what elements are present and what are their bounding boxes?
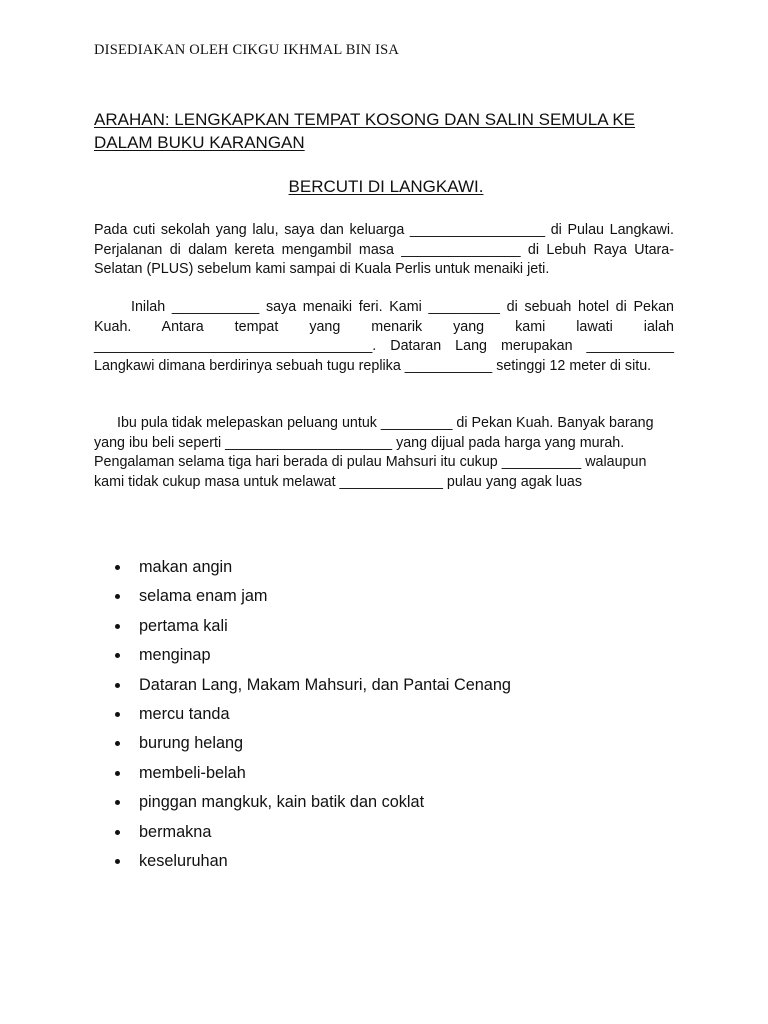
- bullet-icon: [115, 859, 120, 864]
- instruction-heading: ARAHAN: LENGKAPKAN TEMPAT KOSONG DAN SALIN SEMULA KE DALAM BUKU KARANGAN: [94, 110, 636, 152]
- list-item-text: makan angin: [139, 558, 233, 576]
- list-item-text: pinggan mangkuk, kain batik dan coklat: [139, 793, 425, 812]
- list-item: [94, 820, 694, 849]
- list-item: [94, 584, 694, 613]
- bullet-icon: [115, 741, 120, 746]
- paragraph-3: Ibu pula tidak melepaskan peluang untuk _________ di Pekan Kuah. Banyak barang yang ibu beli seperti _____________________ yang dijual pada harga yang murah. Pengalaman selama tiga hari berada di pulau Mahsuri itu cukup __________ walaupun kami tidak cukup masa untuk melawat _____________ pulau yang agak luas: [94, 415, 654, 490]
- list-item-text: bermakna: [139, 822, 212, 841]
- bullet-icon: [115, 624, 120, 629]
- bullet-icon: [115, 771, 120, 776]
- bullet-icon: [115, 565, 120, 570]
- list-item: [94, 614, 694, 643]
- list-item: [94, 702, 694, 731]
- list-item-text: keseluruhan: [139, 851, 228, 870]
- list-item: [94, 673, 694, 702]
- list-item-text: Dataran Lang, Makam Mahsuri, dan Pantai Cenang: [139, 675, 511, 694]
- list-item: [94, 731, 694, 760]
- bullet-icon: [115, 830, 120, 835]
- author-header: DISEDIAKAN OLEH CIKGU IKHMAL BIN ISA: [94, 42, 400, 58]
- list-item: [94, 849, 694, 878]
- essay-title: BERCUTI DI LANGKAWI.: [288, 177, 484, 196]
- word-bank-list: [94, 555, 694, 878]
- list-item: [94, 761, 694, 790]
- list-item: [94, 555, 694, 584]
- bullet-icon: [115, 594, 120, 599]
- bullet-icon: [115, 712, 120, 717]
- list-item: [94, 790, 694, 819]
- bullet-icon: [115, 683, 120, 688]
- bullet-icon: [115, 800, 120, 805]
- paragraph-1: Pada cuti sekolah yang lalu, saya dan keluarga _________________ di Pulau Langkawi. Perjalanan di dalam kereta mengambil masa _______________ di Lebuh Raya Utara-Selatan (PLUS) sebelum kami sampai di Kuala Perlis untuk menaiki jeti.: [94, 222, 674, 277]
- list-item-text: pertama kali: [139, 616, 228, 635]
- list-item-text: burung helang: [139, 734, 244, 753]
- list-item-text: mercu tanda: [139, 704, 230, 723]
- list-item-text: menginap: [139, 646, 211, 665]
- list-item-text: membeli-belah: [139, 763, 246, 782]
- paragraph-2: Inilah ___________ saya menaiki feri. Kami _________ di sebuah hotel di Pekan Kuah. Antara tempat yang menarik yang kami lawati ialah ___________________________________. Dataran Lang merupakan ___________ Langkawi dimana berdirinya sebuah tugu replika ___________ setinggi 12 meter di situ.: [94, 299, 674, 374]
- list-item-text: selama enam jam: [139, 587, 268, 606]
- list-item: [94, 643, 694, 672]
- bullet-icon: [115, 653, 120, 658]
